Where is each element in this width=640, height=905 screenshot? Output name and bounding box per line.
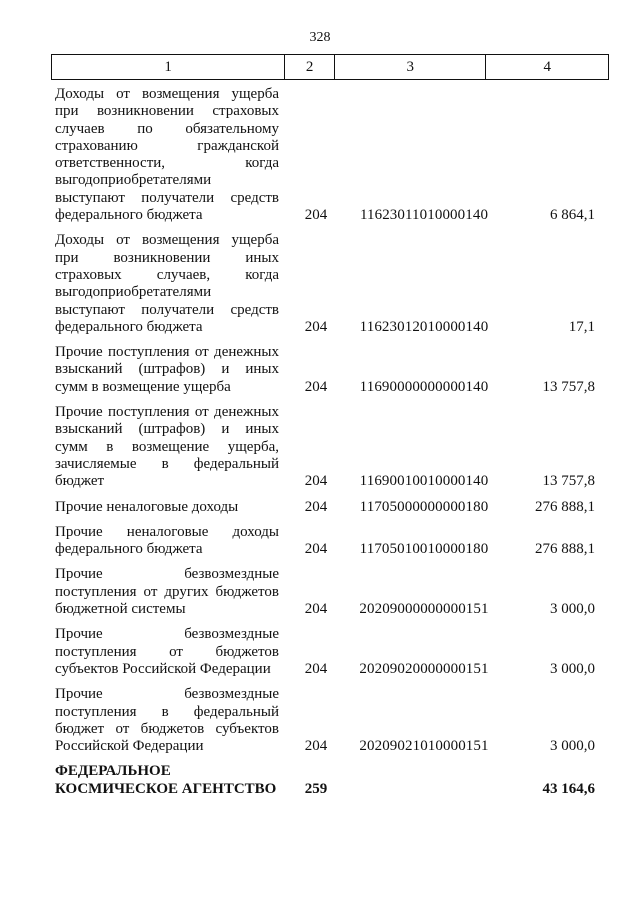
description-line: взысканий (штрафов) и иных — [55, 421, 279, 438]
header-col-3: 3 — [334, 55, 485, 79]
description-line: ФЕДЕРАЛЬНОЕ — [55, 763, 171, 780]
description-line: поступления в федеральный — [55, 703, 279, 720]
description-line: выгодоприобретателями — [55, 284, 212, 301]
header-col-1: 1 — [164, 58, 172, 75]
table-row — [55, 763, 605, 798]
description-line: федерального бюджета — [55, 318, 203, 335]
header-col-2: 2 — [284, 55, 334, 79]
description-line: Прочие поступления от денежных — [55, 404, 279, 421]
description-line: субъектов Российской Федерации — [55, 660, 271, 677]
description-line: ответственности, когда — [55, 155, 279, 172]
row-admin-code: 204 — [304, 473, 328, 490]
row-description — [55, 566, 279, 618]
description-line: взысканий (штрафов) и иных — [55, 361, 279, 378]
row-admin-code: 204 — [304, 318, 328, 335]
row-amount: 13 757,8 — [542, 378, 595, 395]
row-admin-code: 204 — [304, 660, 328, 677]
table-row — [55, 626, 605, 678]
header-col-4: 4 — [485, 55, 608, 79]
row-classification-code: 11705010010000180 — [359, 541, 489, 558]
row-amount: 276 888,1 — [535, 498, 595, 515]
table-row — [55, 524, 605, 559]
row-classification-code: 11690010010000140 — [359, 473, 489, 490]
description-line: сумм в возмещение ущерба, — [55, 438, 279, 455]
description-line: страховых случаев, когда — [55, 266, 279, 283]
row-admin-code: 204 — [304, 378, 328, 395]
row-classification-code: 20209000000000151 — [359, 601, 489, 618]
row-admin-code: 204 — [304, 541, 328, 558]
table-row — [55, 499, 605, 516]
description-line: выступают получатели средств — [55, 189, 279, 206]
row-description — [55, 232, 279, 336]
description-line: Доходы от возмещения ущерба — [55, 232, 279, 249]
row-description — [55, 524, 279, 559]
row-description — [55, 499, 279, 516]
row-amount: 43 164,6 — [542, 780, 595, 797]
description-line: бюджет от бюджетов субъектов — [55, 720, 279, 737]
description-line: Прочие поступления от денежных — [55, 344, 279, 361]
description-line: Прочие безвозмездные — [55, 566, 279, 583]
row-description — [55, 86, 279, 224]
description-line: Российской Федерации — [55, 738, 204, 755]
description-line: бюджет — [55, 473, 105, 490]
row-amount: 6 864,1 — [550, 207, 595, 224]
row-description — [55, 404, 279, 490]
row-description — [55, 344, 279, 396]
description-line: Прочие неналоговые доходы — [55, 523, 279, 540]
description-line: Прочие безвозмездные — [55, 686, 279, 703]
table-row — [55, 344, 605, 396]
description-line: поступления от бюджетов — [55, 643, 279, 660]
row-classification-code: 11623011010000140 — [359, 207, 489, 224]
row-admin-code: 204 — [304, 498, 328, 515]
row-description — [55, 626, 279, 678]
description-line: при возникновении страховых — [55, 103, 279, 120]
row-classification-code: 20209021010000151 — [359, 738, 489, 755]
row-amount: 3 000,0 — [550, 738, 595, 755]
row-amount: 13 757,8 — [542, 473, 595, 490]
row-admin-code: 204 — [304, 207, 328, 224]
row-amount: 17,1 — [568, 318, 595, 335]
row-classification-code: 11690000000000140 — [359, 378, 489, 395]
page-number: 328 — [309, 30, 331, 45]
table-header — [51, 54, 609, 80]
description-line: зачисляемые в федеральный — [55, 455, 279, 472]
table-row — [55, 404, 605, 490]
table-row — [55, 232, 605, 336]
table-row — [55, 686, 605, 755]
description-line: Доходы от возмещения ущерба — [55, 86, 279, 102]
description-line: Прочие неналоговые доходы — [55, 498, 239, 515]
description-line: при возникновении иных — [55, 249, 279, 266]
row-admin-code: 204 — [304, 738, 328, 755]
description-line: федерального бюджета — [55, 541, 203, 558]
description-line: страхованию гражданской — [55, 137, 279, 154]
description-line: КОСМИЧЕСКОЕ АГЕНТСТВО — [55, 780, 277, 797]
description-line: федерального бюджета — [55, 207, 203, 224]
row-amount: 3 000,0 — [550, 660, 595, 677]
row-amount: 3 000,0 — [550, 601, 595, 618]
description-line: поступления от других бюджетов — [55, 583, 279, 600]
description-line: выступают получатели средств — [55, 301, 279, 318]
row-admin-code: 259 — [304, 780, 328, 797]
row-classification-code: 11705000000000180 — [359, 498, 489, 515]
row-classification-code: 20209020000000151 — [359, 660, 489, 677]
row-admin-code: 204 — [304, 601, 328, 618]
description-line: Прочие безвозмездные — [55, 626, 279, 643]
table-row — [55, 86, 605, 224]
table-body — [55, 86, 605, 806]
description-line: бюджетной системы — [55, 601, 186, 618]
row-description — [55, 686, 279, 755]
description-line: выгодоприобретателями — [55, 172, 212, 189]
row-amount: 276 888,1 — [535, 541, 595, 558]
description-line: случаев по обязательному — [55, 120, 279, 137]
row-description — [55, 763, 279, 798]
table-row — [55, 566, 605, 618]
description-line: сумм в возмещение ущерба — [55, 378, 231, 395]
row-classification-code: 11623012010000140 — [359, 318, 489, 335]
